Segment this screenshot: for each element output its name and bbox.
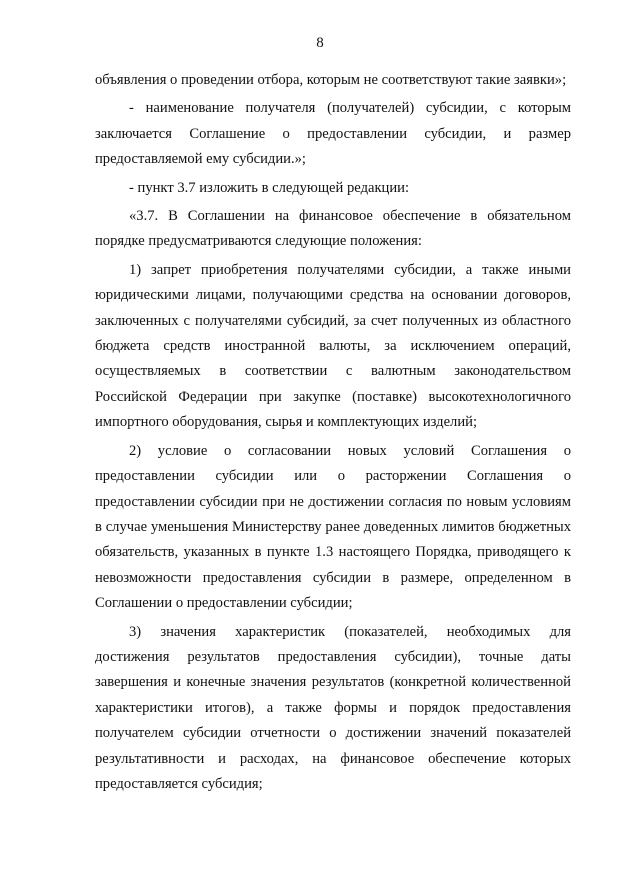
paragraph-continuation: объявления о проведении отбора, которым не соответствуют такие заявки»; bbox=[95, 72, 567, 88]
page-number: 8 bbox=[316, 35, 324, 51]
paragraph-clause-3-7: «3.7. В Соглашении на финансовое обеспечение в обязательном порядке предусматриваются следующие положения: bbox=[95, 208, 571, 250]
paragraph-recipient-name: - наименование получателя (получателей) субсидии, с которым заключается Соглашение о предоставлении субсидии, и размер предоставляемой ему субсидии.»; bbox=[95, 100, 571, 168]
paragraph-clause-3-7-intro: - пункт 3.7 изложить в следующей редакции: bbox=[129, 179, 410, 196]
document-body bbox=[95, 68, 571, 800]
paragraph-item-1: 1) запрет приобретения получателями субсидии, а также иными юридическими лицами, получающими средства на основании договоров, заключенных с получателями субсидий, за счет полученных из областного бюджета средств иностранной валюты, за исключением операций, осуществляемых в соответствии с валютным законодательством Российской Федерации при закупке (поставке) высокотехнологичного импортного оборудования, сырья и комплектующих изделий; bbox=[95, 261, 571, 431]
paragraph-item-2: 2) условие о согласовании новых условий Соглашения о предоставлении субсидии или о расторжении Соглашения о предоставлении субсидии при не достижении согласия по новым условиям в случае уменьшения Министерству ранее доведенных лимитов бюджетных обязательств, указанных в пункте 1.3 настоящего Порядка, приводящего к невозможности предоставления субсидии в размере, определенном в Соглашении о предоставлении субсидии; bbox=[95, 442, 571, 612]
paragraph-item-3: 3) значения характеристик (показателей, необходимых для достижения результатов предоставления субсидии), точные даты завершения и конечные значения результатов (конкретной количественной характеристики итогов), а также формы и порядок предоставления получателем субсидии отчетности о достижении значений показателей результативности и расходах, на финансовое обеспечение которых предоставляется субсидия; bbox=[95, 623, 571, 792]
